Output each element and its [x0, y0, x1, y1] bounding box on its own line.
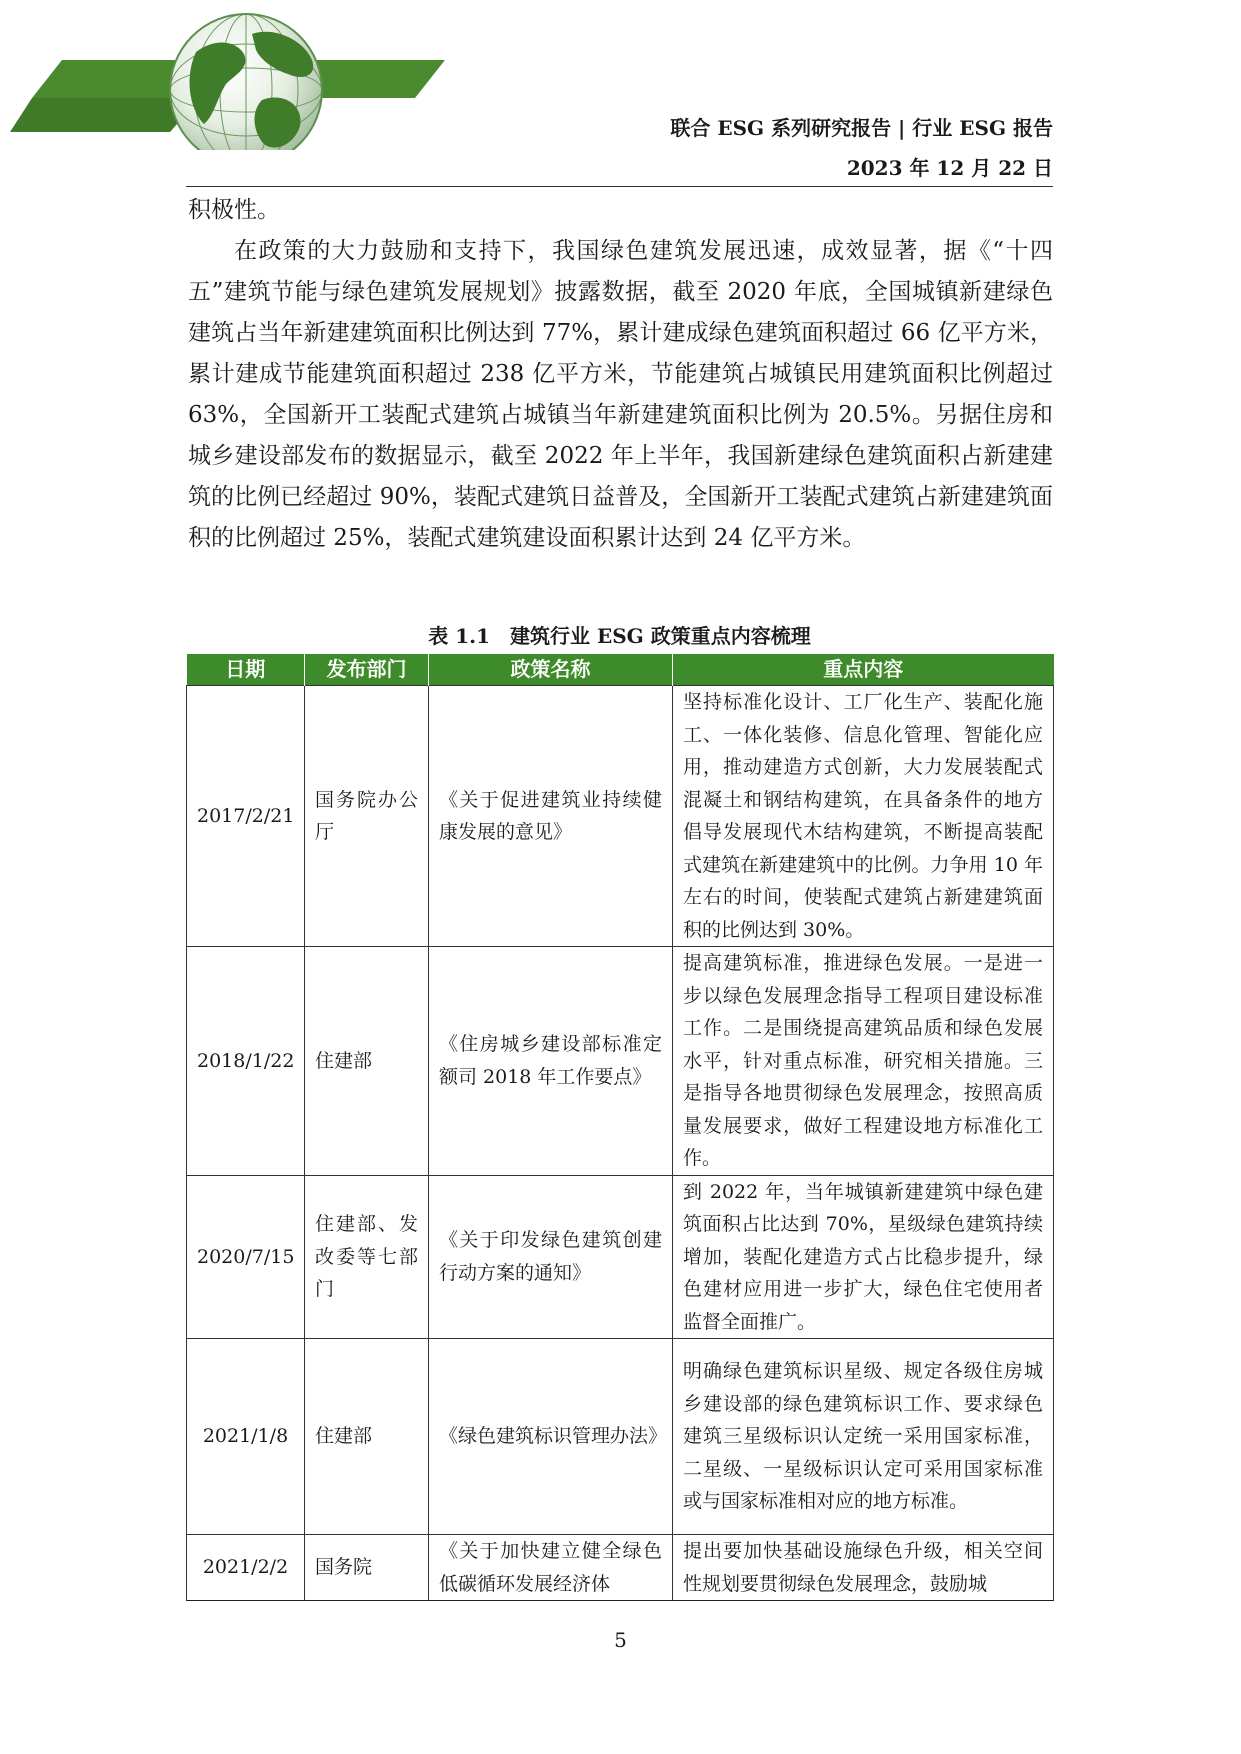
header-department: 发布部门 — [305, 654, 429, 686]
cell-key-content: 提高建筑标准，推进绿色发展。一是进一步以绿色发展理念指导工程项目建设标准工作。二是围绕提高建筑品质和绿色发展水平，针对重点标准，研究相关措施。三是指导各地贯彻绿色发展理念，按照高质量发展要求，做好工程建设地方标准化工作。 — [673, 947, 1054, 1176]
paragraph-fragment: 积极性。 — [188, 197, 280, 223]
table-row — [187, 947, 1054, 1176]
cell-key-content: 提出要加快基础设施绿色升级，相关空间性规划要贯彻绿色发展理念，鼓励城 — [673, 1535, 1054, 1601]
cell-date: 2017/2/21 — [187, 686, 305, 947]
cell-key-content: 坚持标准化设计、工厂化生产、装配化施工、一体化装修、信息化管理、智能化应用，推动建造方式创新，大力发展装配式混凝土和钢结构建筑，在具备条件的地方倡导发展现代木结构建筑，不断提高装配式建筑在新建建筑中的比例。力争用 10 年左右的时间，使装配式建筑占新建建筑面积的比例达到 30%。 — [673, 686, 1054, 947]
table-header-row — [187, 654, 1054, 686]
cell-department: 国务院 — [305, 1535, 429, 1601]
cell-policy-name: 《绿色建筑标识管理办法》 — [429, 1339, 673, 1535]
header-key-content: 重点内容 — [673, 654, 1054, 686]
cell-date: 2021/1/8 — [187, 1339, 305, 1535]
cell-key-content: 明确绿色建筑标识星级、规定各级住房城乡建设部的绿色建筑标识工作、要求绿色建筑三星级标识认定统一采用国家标准，二星级、一星级标识认定可采用国家标准或与国家标准相对应的地方标准。 — [673, 1339, 1054, 1535]
cell-policy-name: 《关于加快建立健全绿色低碳循环发展经济体 — [429, 1535, 673, 1601]
cell-policy-name: 《住房城乡建设部标准定额司 2018 年工作要点》 — [429, 947, 673, 1176]
globe-logo — [0, 0, 460, 150]
cell-date: 2021/2/2 — [187, 1535, 305, 1601]
paragraph-green-building: 在政策的大力鼓励和支持下，我国绿色建筑发展迅速，成效显著，据《“十四五”建筑节能与绿色建筑发展规划》披露数据，截至 2020 年底，全国城镇新建绿色建筑占当年新建建筑面积比例达到 77%，累计建成绿色建筑面积超过 66 亿平方米，累计建成节能建筑面积超过 238 亿平方米，节能建筑占城镇民用建筑面积比例超过 63%，全国新开工装配式建筑占城镇当年新建建筑面积比例为 20.5%。另据住房和城乡建设部发布的数据显示，截至 2022 年上半年，我国新建绿色建筑面积占新建建筑的比例已经超过 90%，装配式建筑日益普及，全国新开工装配式建筑占新建建筑面积的比例超过 25%，装配式建筑建设面积累计达到 24 亿平方米。 — [188, 238, 1053, 551]
table-row — [187, 1175, 1054, 1339]
header-divider — [186, 186, 1053, 187]
cell-department: 住建部 — [305, 1339, 429, 1535]
header-policy-name: 政策名称 — [429, 654, 673, 686]
cell-department: 住建部、发改委等七部门 — [305, 1175, 429, 1339]
table-caption: 表 1.1 建筑行业 ESG 政策重点内容梳理 — [428, 624, 811, 648]
page-number: 5 — [614, 1628, 627, 1652]
policy-table — [186, 654, 1054, 1601]
report-date: 2023 年 12 月 22 日 — [846, 156, 1053, 180]
cell-department: 住建部 — [305, 947, 429, 1176]
body-text — [188, 190, 1053, 559]
cell-policy-name: 《关于促进建筑业持续健康发展的意见》 — [429, 686, 673, 947]
cell-date: 2020/7/15 — [187, 1175, 305, 1339]
cell-date: 2018/1/22 — [187, 947, 305, 1176]
header-date: 日期 — [187, 654, 305, 686]
cell-key-content: 到 2022 年，当年城镇新建建筑中绿色建筑面积占比达到 70%，星级绿色建筑持续增加，装配化建造方式占比稳步提升，绿色建材应用进一步扩大，绿色住宅使用者监督全面推广。 — [673, 1175, 1054, 1339]
table-row — [187, 686, 1054, 947]
table-row — [187, 1535, 1054, 1601]
report-series-title: 联合 ESG 系列研究报告 | 行业 ESG 报告 — [670, 116, 1053, 140]
cell-department: 国务院办公厅 — [305, 686, 429, 947]
cell-policy-name: 《关于印发绿色建筑创建行动方案的通知》 — [429, 1175, 673, 1339]
table-row — [187, 1339, 1054, 1535]
